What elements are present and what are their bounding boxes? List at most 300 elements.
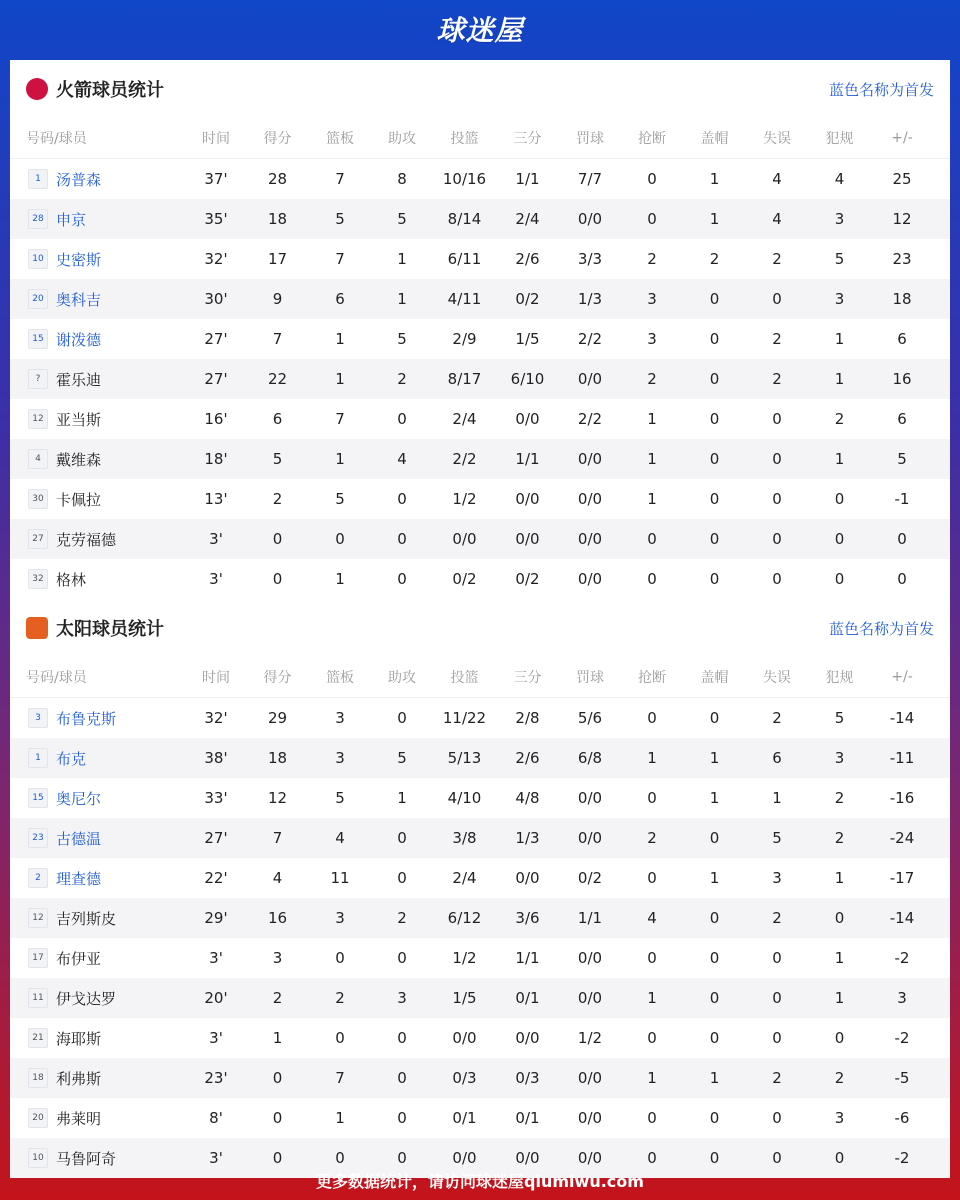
- stat-cell: 0: [709, 530, 720, 548]
- stat-cell: 16': [204, 410, 228, 428]
- stat-cell: 2/4: [515, 210, 540, 228]
- stat-cell: 1/5: [452, 989, 477, 1007]
- table-row[interactable]: [10, 938, 950, 978]
- stat-cell: 1: [834, 869, 845, 887]
- jersey-number: 4: [28, 449, 48, 469]
- section-header: [10, 60, 950, 118]
- table-row[interactable]: [10, 199, 950, 239]
- player-name[interactable]: 弗莱明: [56, 1109, 102, 1128]
- stat-cell: 3': [209, 1149, 223, 1167]
- stat-cell: 0/0: [577, 949, 603, 967]
- column-header: 助攻: [388, 670, 416, 686]
- table-row[interactable]: [10, 159, 950, 199]
- stat-cell: 4/11: [447, 290, 482, 308]
- player-cell: [10, 1028, 186, 1049]
- starter-note: 蓝色名称为首发: [828, 80, 934, 99]
- stat-cell: -17: [889, 869, 915, 887]
- stat-cell: 9: [272, 290, 283, 308]
- stat-cell: 0: [834, 1029, 845, 1047]
- stat-cell: 6: [897, 330, 907, 348]
- stat-cell: 12: [892, 210, 912, 228]
- stat-cell: 1: [397, 789, 407, 807]
- table-header: [10, 657, 950, 698]
- column-header: 投篮: [450, 670, 479, 686]
- player-cell: [10, 169, 186, 190]
- stat-cell: 2: [397, 370, 407, 388]
- jersey-number: 12: [28, 908, 48, 928]
- stat-cell: 2: [772, 1069, 782, 1087]
- stat-cell: 3: [397, 989, 407, 1007]
- player-name[interactable]: 布鲁克斯: [56, 709, 117, 728]
- stat-cell: 2/4: [452, 410, 477, 428]
- stat-cell: 0/0: [577, 530, 603, 548]
- stat-cell: 0/2: [577, 869, 603, 887]
- stat-cell: 0: [397, 570, 407, 588]
- table-row[interactable]: [10, 898, 950, 938]
- stat-cell: 38': [204, 749, 228, 767]
- stat-cell: 1: [647, 1069, 657, 1087]
- player-name[interactable]: 奥尼尔: [56, 789, 102, 808]
- stat-cell: 0/0: [515, 1029, 540, 1047]
- player-name[interactable]: 海耶斯: [56, 1029, 102, 1048]
- stat-cell: 6/10: [510, 370, 545, 388]
- column-header: 时间: [202, 131, 230, 147]
- stat-cell: 2/6: [515, 250, 540, 268]
- stat-cell: 0: [272, 570, 283, 588]
- jersey-number: 27: [28, 529, 48, 549]
- stat-cell: 0/1: [515, 989, 540, 1007]
- table-row[interactable]: [10, 818, 950, 858]
- jersey-number: 18: [28, 1068, 48, 1088]
- column-header: 失误: [763, 670, 791, 686]
- stat-cell: 3/6: [515, 909, 540, 927]
- stat-cell: 4: [397, 450, 407, 468]
- stat-cell: 1: [772, 789, 782, 807]
- column-header: 罚球: [576, 131, 604, 147]
- table-row[interactable]: [10, 858, 950, 898]
- stat-cell: 5/6: [577, 709, 603, 727]
- jersey-number: 32: [28, 569, 48, 589]
- stat-cell: 0: [772, 450, 782, 468]
- stat-cell: 5: [335, 490, 345, 508]
- stat-cell: 0/3: [452, 1069, 477, 1087]
- table-row[interactable]: [10, 519, 950, 559]
- player-name[interactable]: 布伊亚: [56, 949, 102, 968]
- stat-cell: 0: [709, 1029, 720, 1047]
- stat-cell: 1/5: [515, 330, 540, 348]
- player-name[interactable]: 谢泼德: [56, 330, 102, 349]
- table-row[interactable]: [10, 239, 950, 279]
- jersey-number: 10: [28, 1148, 48, 1168]
- stat-cell: 18': [204, 450, 228, 468]
- stat-cell: -2: [894, 1149, 910, 1167]
- player-name[interactable]: 吉列斯皮: [56, 909, 117, 928]
- stat-cell: 29': [204, 909, 228, 927]
- player-cell: [10, 449, 186, 470]
- table-row[interactable]: [10, 738, 950, 778]
- stat-cell: 0: [647, 1149, 657, 1167]
- stat-cell: 2: [834, 789, 845, 807]
- player-name[interactable]: 克劳福德: [56, 530, 117, 549]
- stat-cell: 5: [397, 210, 407, 228]
- stat-cell: 25: [892, 170, 912, 188]
- column-header: 得分: [263, 670, 292, 686]
- stat-cell: 0: [397, 490, 407, 508]
- stat-cell: 2: [772, 330, 782, 348]
- stat-cell: 0: [647, 170, 657, 188]
- stat-cell: 1/1: [577, 909, 603, 927]
- stat-cell: 20': [204, 989, 228, 1007]
- stat-cell: 4/8: [515, 789, 540, 807]
- stat-cell: 1: [647, 410, 657, 428]
- stat-cell: 0/1: [515, 1109, 540, 1127]
- stat-cell: 6: [897, 410, 907, 428]
- column-header: +/-: [891, 669, 913, 685]
- stat-cell: 0/0: [577, 829, 603, 847]
- stat-cell: 0: [397, 869, 407, 887]
- stat-cell: 0: [709, 330, 720, 348]
- table-row[interactable]: [10, 1058, 950, 1098]
- stat-cell: 0: [647, 709, 657, 727]
- player-cell: [10, 908, 186, 929]
- stat-cell: -24: [889, 829, 915, 847]
- player-name[interactable]: 利弗斯: [56, 1069, 102, 1088]
- stat-cell: 3: [897, 989, 907, 1007]
- stat-cell: 1: [272, 1029, 283, 1047]
- stat-cell: 1: [834, 330, 845, 348]
- stat-cell: 35': [204, 210, 228, 228]
- column-header: 犯规: [825, 131, 854, 147]
- column-header: 犯规: [825, 670, 854, 686]
- stat-cell: 1/3: [515, 829, 540, 847]
- table-row[interactable]: [10, 1018, 950, 1058]
- stat-cell: 2: [709, 250, 720, 268]
- stat-cell: 2: [647, 370, 657, 388]
- stat-cell: 0: [272, 530, 283, 548]
- stat-cell: 0: [647, 1109, 657, 1127]
- stat-cell: 1: [335, 370, 345, 388]
- stat-cell: 6: [335, 290, 345, 308]
- stat-cell: 0: [272, 1069, 283, 1087]
- stat-cell: 12: [267, 789, 288, 807]
- player-name[interactable]: 古德温: [56, 829, 102, 848]
- stat-cell: 1/1: [515, 949, 540, 967]
- column-header: 助攻: [388, 131, 416, 147]
- jersey-number: 23: [28, 828, 48, 848]
- player-cell: [10, 369, 186, 390]
- jersey-number: 21: [28, 1028, 48, 1048]
- stat-cell: 1: [335, 570, 345, 588]
- stat-cell: 5/13: [447, 749, 482, 767]
- column-header: 号码/球员: [26, 670, 87, 686]
- jersey-number: 1: [28, 169, 48, 189]
- stat-cell: 4: [335, 829, 345, 847]
- stat-cell: 0: [397, 530, 407, 548]
- stat-cell: 0/0: [577, 490, 603, 508]
- stat-cell: 0: [772, 1149, 782, 1167]
- stat-cell: 0: [772, 1109, 782, 1127]
- table-row[interactable]: [10, 279, 950, 319]
- stat-cell: 2/4: [452, 869, 477, 887]
- jersey-number: 20: [28, 1108, 48, 1128]
- column-header: 时间: [202, 670, 230, 686]
- player-name[interactable]: 布克: [56, 749, 87, 768]
- stat-cell: 0/0: [515, 410, 540, 428]
- stat-cell: 28: [267, 170, 288, 188]
- stat-cell: 4/10: [447, 789, 482, 807]
- stat-cell: 27': [204, 330, 228, 348]
- team-title: [26, 76, 164, 102]
- stat-cell: 0/0: [515, 530, 540, 548]
- stat-cell: 0/2: [452, 570, 477, 588]
- stat-cell: 3: [647, 330, 657, 348]
- stat-cell: 0: [772, 290, 782, 308]
- stat-cell: -2: [894, 1029, 910, 1047]
- stat-cell: 27': [204, 829, 228, 847]
- stat-cell: 3: [647, 290, 657, 308]
- stat-cell: 3: [272, 949, 283, 967]
- stat-cell: 0: [709, 949, 720, 967]
- table-row[interactable]: [10, 698, 950, 738]
- table-row[interactable]: [10, 1098, 950, 1138]
- stat-cell: 0: [834, 1149, 845, 1167]
- column-header: 得分: [263, 131, 292, 147]
- stat-cell: 32': [204, 709, 228, 727]
- stat-cell: 27': [204, 370, 228, 388]
- stat-cell: 4: [772, 170, 782, 188]
- brand-header: [0, 0, 960, 58]
- table-row[interactable]: [10, 359, 950, 399]
- stat-cell: 1: [647, 490, 657, 508]
- stat-cell: 2: [772, 909, 782, 927]
- stat-cell: 0: [397, 1069, 407, 1087]
- jersey-number: 30: [28, 489, 48, 509]
- player-cell: [10, 788, 186, 809]
- stat-cell: 1: [335, 1109, 345, 1127]
- stat-cell: 2: [772, 250, 782, 268]
- stat-cell: 0: [834, 570, 845, 588]
- stat-cell: 0: [709, 989, 720, 1007]
- stat-cell: 4: [772, 210, 782, 228]
- team-section-suns: [10, 599, 950, 1178]
- stat-cell: 8: [397, 170, 407, 188]
- stat-cell: 5: [272, 450, 283, 468]
- stat-cell: 3: [834, 290, 845, 308]
- stat-cell: 11: [330, 869, 350, 887]
- stat-cell: 0: [709, 450, 720, 468]
- stat-cell: 2: [834, 410, 845, 428]
- stat-cell: 2/8: [515, 709, 540, 727]
- table-row[interactable]: [10, 399, 950, 439]
- stat-cell: 5: [335, 789, 345, 807]
- stat-cell: 2/6: [515, 749, 540, 767]
- stat-cell: 0: [709, 909, 720, 927]
- column-header: 篮板: [326, 131, 354, 147]
- player-cell: [10, 868, 186, 889]
- stat-cell: 33': [204, 789, 228, 807]
- stat-cell: 1: [335, 450, 345, 468]
- player-cell: [10, 1068, 186, 1089]
- stat-cell: 3': [209, 1029, 223, 1047]
- team-title: [26, 615, 164, 641]
- stat-cell: 4: [272, 869, 283, 887]
- section-header: [10, 599, 950, 657]
- player-name[interactable]: 戴维森: [56, 450, 102, 469]
- stat-cell: 0: [834, 490, 845, 508]
- stat-cell: 18: [267, 749, 288, 767]
- stat-cell: 0/0: [577, 989, 603, 1007]
- stat-cell: 11/22: [442, 709, 487, 727]
- stat-cell: 1: [647, 450, 657, 468]
- stat-cell: 23': [204, 1069, 228, 1087]
- stat-cell: 3: [834, 1109, 845, 1127]
- player-cell: [10, 748, 186, 769]
- stat-cell: 1: [709, 869, 720, 887]
- jersey-number: 12: [28, 409, 48, 429]
- stat-cell: 0/0: [515, 869, 540, 887]
- stat-cell: 0/0: [515, 1149, 540, 1167]
- stat-cell: 22': [204, 869, 228, 887]
- jersey-number: 28: [28, 209, 48, 229]
- stat-cell: 0: [772, 490, 782, 508]
- table-row[interactable]: [10, 439, 950, 479]
- stat-cell: 5: [897, 450, 907, 468]
- stat-cell: 3: [335, 749, 345, 767]
- stat-cell: 0: [709, 490, 720, 508]
- stat-cell: 2: [647, 829, 657, 847]
- column-header: 三分: [513, 670, 542, 686]
- stat-cell: 1: [335, 330, 345, 348]
- stat-cell: 2/2: [577, 330, 603, 348]
- stat-cell: 0/0: [515, 490, 540, 508]
- jersey-number: 15: [28, 788, 48, 808]
- stat-cell: 0: [647, 789, 657, 807]
- jersey-number: 3: [28, 708, 48, 728]
- stat-cell: 1: [834, 370, 845, 388]
- stat-cell: 2: [272, 989, 283, 1007]
- stat-cell: 1: [709, 789, 720, 807]
- player-name[interactable]: 马鲁阿奇: [56, 1149, 117, 1168]
- stat-cell: -1: [894, 490, 910, 508]
- stat-cell: 0: [709, 290, 720, 308]
- stat-cell: 4: [834, 170, 845, 188]
- stat-cell: 18: [892, 290, 912, 308]
- player-cell: [10, 329, 186, 350]
- stat-cell: 0: [709, 1109, 720, 1127]
- player-name[interactable]: 亚当斯: [56, 410, 102, 429]
- player-name[interactable]: 申京: [56, 210, 87, 229]
- stat-cell: 0: [772, 989, 782, 1007]
- stat-cell: 3: [834, 210, 845, 228]
- stat-cell: 6: [772, 749, 782, 767]
- stat-cell: 2: [834, 1069, 845, 1087]
- stat-cell: -11: [889, 749, 915, 767]
- stat-cell: 18: [267, 210, 288, 228]
- stat-cell: 1: [709, 749, 720, 767]
- stat-cell: 0: [834, 530, 845, 548]
- jersey-number: 11: [28, 988, 48, 1008]
- stat-cell: 1/3: [577, 290, 603, 308]
- stat-cell: 7: [335, 250, 345, 268]
- footer-text: 更多数据统计，请访问球迷屋qiumiwu.com: [316, 1171, 644, 1191]
- stat-cell: 5: [335, 210, 345, 228]
- table-body: [10, 698, 950, 1178]
- stat-cell: 0: [397, 1029, 407, 1047]
- stat-cell: 0: [834, 909, 845, 927]
- table-row[interactable]: [10, 479, 950, 519]
- player-cell: [10, 249, 186, 270]
- player-name[interactable]: 奥科吉: [56, 290, 102, 309]
- player-name[interactable]: 伊戈达罗: [56, 989, 117, 1008]
- player-name[interactable]: 汤普森: [56, 170, 102, 189]
- player-cell: [10, 948, 186, 969]
- stat-cell: 5: [834, 709, 845, 727]
- stat-cell: 1/2: [452, 490, 477, 508]
- stat-cell: 0/3: [515, 1069, 540, 1087]
- stat-cell: 2: [834, 829, 845, 847]
- stat-cell: 1/1: [515, 450, 540, 468]
- stat-cell: 3': [209, 570, 223, 588]
- player-name[interactable]: 格林: [56, 570, 87, 589]
- stat-cell: 0: [709, 709, 720, 727]
- table-row[interactable]: [10, 978, 950, 1018]
- jersey-number: 2: [28, 868, 48, 888]
- team-title-text: 太阳球员统计: [56, 619, 164, 640]
- starter-note: 蓝色名称为首发: [828, 619, 934, 638]
- stat-cell: 0: [647, 530, 657, 548]
- jersey-number: 15: [28, 329, 48, 349]
- stat-cell: 0/0: [577, 1109, 603, 1127]
- table-row[interactable]: [10, 319, 950, 359]
- player-cell: [10, 289, 186, 310]
- stat-cell: 7: [272, 829, 283, 847]
- column-header: +/-: [891, 130, 913, 146]
- stat-cell: 30': [204, 290, 228, 308]
- player-name[interactable]: 卡佩拉: [56, 490, 102, 509]
- table-row[interactable]: [10, 559, 950, 599]
- jersey-number: 1: [28, 748, 48, 768]
- stat-cell: 1: [647, 989, 657, 1007]
- stat-cell: 0: [709, 410, 720, 428]
- stat-cell: 6/12: [447, 909, 482, 927]
- player-cell: [10, 209, 186, 230]
- stat-cell: 23: [892, 250, 912, 268]
- stat-cell: 3': [209, 949, 223, 967]
- stat-cell: -14: [889, 909, 915, 927]
- player-cell: [10, 828, 186, 849]
- team-title-text: 火箭球员统计: [56, 80, 164, 101]
- stat-cell: 2: [772, 709, 782, 727]
- stat-cell: 13': [204, 490, 228, 508]
- player-name[interactable]: 理查德: [56, 869, 102, 888]
- stat-cell: 7: [335, 170, 345, 188]
- stat-cell: 0: [647, 869, 657, 887]
- stat-cell: 0: [272, 1109, 283, 1127]
- table-row[interactable]: [10, 778, 950, 818]
- stat-cell: -6: [894, 1109, 910, 1127]
- player-cell: [10, 529, 186, 550]
- stat-cell: 1: [709, 210, 720, 228]
- stat-cell: 2/9: [452, 330, 477, 348]
- jersey-number: ?: [28, 369, 48, 389]
- stat-cell: 1: [834, 450, 845, 468]
- brand-logo: 球迷屋: [436, 14, 524, 47]
- player-name[interactable]: 史密斯: [56, 250, 102, 269]
- stat-cell: 0: [772, 1029, 782, 1047]
- stat-cell: 0: [647, 210, 657, 228]
- stat-cell: 0/0: [577, 570, 603, 588]
- player-name[interactable]: 霍乐迪: [56, 370, 102, 389]
